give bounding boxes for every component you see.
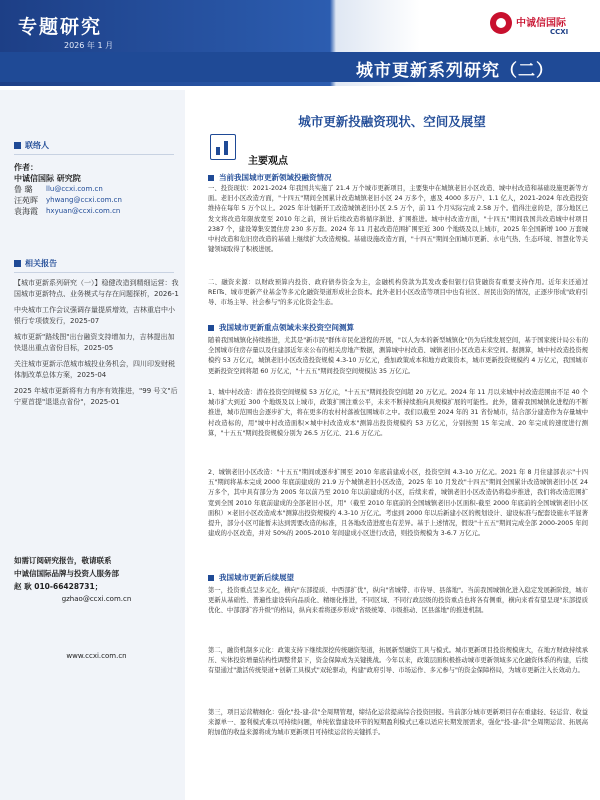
- section-heading: 我国城市更新重点领域未来投资空间测算: [208, 322, 354, 333]
- key-points-title: 主要观点: [248, 156, 288, 167]
- contact-line: 中诚信国际品牌与投资人服务部: [14, 569, 119, 578]
- author-org: 中诚信国际 研究院: [14, 174, 81, 183]
- website-link[interactable]: www.ccxi.com.cn: [66, 652, 127, 660]
- related-report-link[interactable]: 中央城市工作会议强调存量提质增效，吉林重启中小银行专项债发行，2025-07: [14, 306, 175, 325]
- author-label: 作者：: [14, 163, 38, 172]
- author-row: 袁海霞 hxyuan@ccxi.com.cn: [14, 207, 121, 216]
- document-icon: [14, 260, 21, 267]
- author-row: 鲁 璐 llu@ccxi.com.cn: [14, 185, 103, 194]
- author-email-link[interactable]: llu@ccxi.com.cn: [46, 185, 103, 193]
- subscription-contact: [14, 554, 179, 663]
- related-report-link[interactable]: 关注城市更新示范城市城投业务机会，四川印发财税体制改革总体方案，2025-04: [14, 360, 175, 379]
- series-title: 城市更新系列研究（二）: [356, 61, 554, 81]
- main-content: [192, 90, 592, 800]
- author-block: [14, 162, 179, 217]
- paragraph: 1、城中村改造：潜在投资空间规模 53 万亿元，"十五五"期间投资空间超 20 万亿元。2024 年 11 月以来城中村改造范围由不足 40 个城市扩大到近 300 个地级及以上城市，政策扩围注重公平，未来不断持续推向具规模扩展的可能性。此外，随着我国城镇化进程的不断推进，城市范围也会逐步扩大，将在更多的农村村落被包围城市之中。我们以截至 2024 年的 31 省份城市，结合部分建造作为存量城中村改造标的，用"城中村改造面积×城中村改造成本"测算出投资规模约 53 万亿元，分别按照 15 年完成、20 年完成的速度进行测算，"十五五"期间投资规模分别为 26.5 万亿元、21.6 万亿元。: [208, 389, 588, 437]
- related-report-link[interactable]: 城市更新"路线图"出台融资支持增加力，吉林提出加快退出重点省份目标，2025-05: [14, 333, 175, 352]
- doc-type-label: 专题研究: [18, 16, 103, 38]
- related-heading: 相关报告: [14, 258, 57, 269]
- author-email-link[interactable]: hxyuan@ccxi.com.cn: [46, 207, 121, 215]
- paragraph: 随着我国城镇化持续推进，尤其是"新市民"群体市民化进程的开展，"以人为本的新型城镇化"仍为后续发展空间，基于国家统计局公布的全国城市住房存量以及住建部近年来公布的相关房地产数据，测算城中村改造、城镇老旧小区改造未来空间。据测算，城中村改造投资规模约 53 万亿元，城镇老旧小区改造投资规模 4.3-10 万亿元，叠加政策成本和地方政策资本，城市更新投资规模约 4 万亿元，我国城市更新投资空间将超 60 万亿元，"十五五"期间投资空间规模达 35 万亿元。: [208, 337, 588, 375]
- contact-line: 赵 耿 010-66428731；: [14, 582, 103, 591]
- paragraph: 第二，融资机制多元化：政策支持下继续深挖传统融资渠道，拓展新型融资工具与模式。城市更新项目投资规模庞大，在地方财政持续承压、实体投资增量结构性调整背景下，资金保障成为关键挑战。今年以来，政策层面积极推动城市更新领域多元化融资体系的构建，后续有望通过"激活传统渠道+创新工具模式"双轮驱动，构建"政府引导、市场运作、多元参与"的资金保障格局，为城市更新注入长效动力。: [208, 647, 588, 675]
- contacts-heading: 联络人: [14, 140, 49, 151]
- related-reports-list: [14, 278, 179, 413]
- report-header: [0, 0, 600, 90]
- section-heading: 我国城市更新后续展望: [208, 572, 294, 583]
- bullet-square-icon: [208, 175, 214, 181]
- logo-en-text: CCXI: [550, 28, 569, 36]
- chart-icon: [210, 134, 236, 160]
- section-heading: 当前我国城市更新领域投融资情况: [208, 172, 332, 183]
- doc-date: 2026 年 1 月: [64, 41, 114, 50]
- left-sidebar: [0, 90, 185, 800]
- paragraph: 2、城镇老旧小区改造："十五五"期间或逐步扩围至 2010 年底前建成小区，投资空间 4.3-10 万亿元。2021 年 8 月住建部表示"十四五"期间将基本完成 2000 年底前建成的 21.9 万个城镇老旧小区改造，2025 年 10 月发改"十四五"期间全国累计改造城镇老旧小区 24 万多个，其中具有部分为 2005 年以前乃至 2010 年以前建成的小区，后续来看，城镇老旧小区改造仍将稳步推进，我们将改造范围扩宽到全国 2010 年底前建成的全部老旧小区，用"（截至 2010 年底前的全国城镇老旧小区面积-截至 2000 年底前的全国城镇老旧小区面积）×老旧小区改造成本"测算出投资规模约 4.3-10 万亿元。考虑到 2000 年以后新建小区的规划设计、建设标准与配套设施水平显著提升，部分小区可能暂未达到需要改造的标准，且各地改造进度也有差异。基于上述情况，假设"十五五"期间完成全部 2000-2005 年间建成的小区改造，并对 50%的 2005-2010 年间建成小区进行改造，则投资规模为 3-6.7 万亿元。: [208, 469, 588, 538]
- paragraph: 第一，投资重点呈多元化，横向"东部提质、中西部扩优"，纵向"省城带、市侍导、县落地"。当前我国城镇化进入稳定发展新阶段，城市更新从基础性、普遍性建设转向品质化、精细化推进，不同区域、不同行政层级的投资重点也将各有侧重，横向来看有望呈现"东部提质优化、中部部扩容升级"的格局，纵向来看将逐步形成"省级统筹、市级推动、区县落地"的推进机制。: [208, 587, 588, 615]
- related-report-link[interactable]: 2025 年城市更新将有力有序有效推进，"99 号文"后宁夏首提"退退点省份"，2025-01: [14, 387, 178, 406]
- person-icon: [14, 142, 21, 149]
- contact-line: 如需订阅研究报告，敬请联系: [14, 556, 112, 565]
- paragraph: 二、融资来源：以财政预算内投资、政府债券资金为主，金融机构贷款为其发改委但银行信贷融资有重要支持作用。近年来还通过 REITs、城市更新产业基金等多元化融资渠道形成社会资本。此外老旧小区改造等项目中也有社区、居民出资的情况，正逐步形成"政府引导、市场主导、社会参与"的多元化资金生态。: [208, 279, 588, 307]
- related-report-link[interactable]: 【城市更新系列研究（一）】稳健改造到精细运营：我国城市更新特点、业务模式与存在问题探析，2026-1: [14, 279, 179, 298]
- company-logo: [490, 8, 586, 44]
- author-row: 汪苑晖 yhwang@ccxi.com.cn: [14, 196, 122, 205]
- article-title: 城市更新投融资现状、空间及展望: [298, 114, 486, 129]
- bullet-square-icon: [208, 575, 214, 581]
- contact-email-link[interactable]: gzhao@ccxi.com.cn: [61, 595, 132, 603]
- logo-cn-text: 中诚信国际: [516, 18, 566, 29]
- series-title-bar: [0, 52, 600, 82]
- logo-mark-icon: [490, 12, 512, 34]
- bullet-square-icon: [208, 325, 214, 331]
- paragraph: 一、投资现状：2021-2024 年我国共实施了 21.4 万个城市更新项目，主要集中在城镇老旧小区改造、城中村改造和基础设施更新等方面。老旧小区改造方面，"十四五"期间全国累计改造城镇老旧小区 24 万多个，惠及 4000 多万户、1.1 亿人，2021-2024 年改造投资维持在每年 5 万个以上。2025 年计划新开工改造城镇老旧小区 2.5 万个，前 11 个月实际完成 2.58 万个。值得注意的是，部分地区已发文将改造年限放宽至 2010 年之前，预计后续改造将循序渐进、扩围推进。城中村改造方面，"十四五"期间我国共改造城中村项目 2387 个，建设筹集安置住房 230 多万套。2024 年 11 月起改造范围扩围至近 300 个地级及以上城市，2025 年全国新增 100 万套城中村改造和危旧房改造的基础上继续扩大改造规模。基础设施改造方面，"十四五"期间全面城市更新、水电气热、生态环境、智慧化等关键领域取得了积极进展。: [208, 185, 588, 254]
- paragraph: 第三，项目运营精细化：强化"投-建-营"全周期管理，缔结化运营提高综合投资回报。当前部分城市更新项目存在重建轻、轻运营、收益来源单一、盈利模式难以可持续问题，单纯依靠建设环节的短期盈利模式已难以适应长期发展需求，强化"投-建-营"全周期运营、拓展高附加值的收益来源将成为城市更新项目可持续运营的关键抓手。: [208, 709, 588, 737]
- author-email-link[interactable]: yhwang@ccxi.com.cn: [46, 196, 122, 204]
- divider: [14, 154, 174, 155]
- divider: [14, 272, 174, 273]
